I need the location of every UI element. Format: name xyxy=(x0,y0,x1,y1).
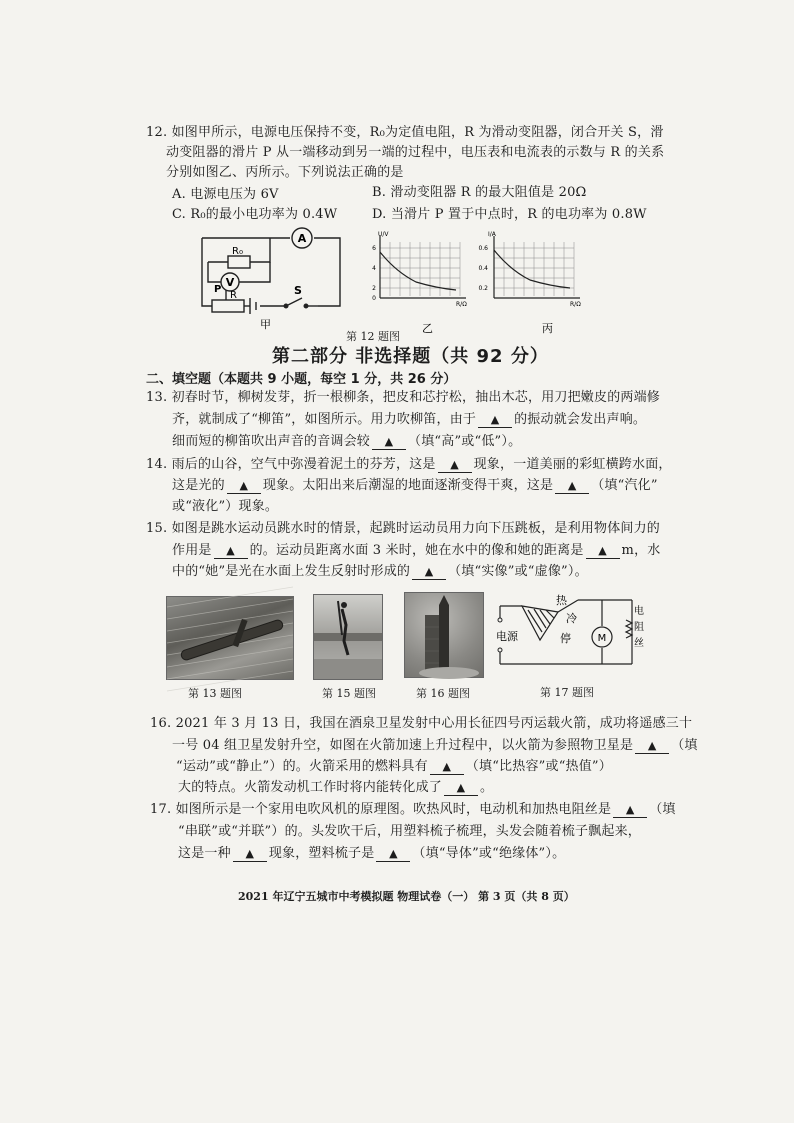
hair-dryer-circuit xyxy=(492,590,642,682)
rocket-launch-photo xyxy=(404,592,484,678)
q12-option-c: C. R₀的最小电功率为 0.4W xyxy=(172,207,338,222)
willow-flute-drawing xyxy=(167,597,293,679)
q15-line-2 xyxy=(172,542,660,560)
part2-title: 第二部分 非选择题（共 92 分） xyxy=(272,346,549,367)
graph-b-label: 乙 xyxy=(422,322,433,335)
q12-graph-current xyxy=(476,228,586,334)
slider-label: P xyxy=(214,284,222,295)
q12-line-3: 分别如图乙、丙所示。下列说法正确的是 xyxy=(166,165,404,180)
fig17-heater-label-2: 阻 xyxy=(634,622,644,633)
q17-line-1 xyxy=(150,801,676,819)
r0-label: R₀ xyxy=(232,246,243,257)
q17-line-2: “串联”或“并联”）的。头发吹干后，用塑料梳子梳理，头发会随着梳子飘起来， xyxy=(178,824,641,839)
q14-line-2-text-b: 现象。太阳出来后潮湿的地面逐渐变得干爽，这是 xyxy=(262,478,554,493)
voltmeter-label: V xyxy=(225,276,235,289)
q17-blank-2[interactable]: ▲ xyxy=(233,847,267,862)
q13-blank-1[interactable]: ▲ xyxy=(478,413,512,428)
graph-b-tick-0: 0 xyxy=(372,295,376,302)
q16-line-4-text-b: 。 xyxy=(480,780,494,795)
diver-photo xyxy=(313,594,383,680)
q16-line-4 xyxy=(178,779,493,797)
q14-blank-3[interactable]: ▲ xyxy=(555,479,589,494)
q12-graph-voltage xyxy=(366,228,470,334)
graph-c-tick-04: 0.4 xyxy=(478,265,488,272)
graph-c-xlabel: R/Ω xyxy=(570,301,581,308)
q12-option-d: D. 当滑片 P 置于中点时，R 的电功率为 0.8W xyxy=(372,207,647,222)
q16-line-2-text-b: （填 xyxy=(671,738,698,753)
q17-line-3-text-c: （填“导体”或“绝缘体”）。 xyxy=(412,846,566,861)
fig17-heater-label-3: 丝 xyxy=(634,638,644,649)
q15-line-3 xyxy=(172,563,588,581)
q15-blank-1[interactable]: ▲ xyxy=(214,544,248,559)
fig16-caption: 第 16 题图 xyxy=(416,687,470,700)
q16-line-3-text-b: （填“比热容”或“热值”） xyxy=(465,759,612,774)
graph-c-tick-02: 0.2 xyxy=(478,285,488,292)
q14-blank-2[interactable]: ▲ xyxy=(227,479,261,494)
fig15-caption: 第 15 题图 xyxy=(322,687,376,700)
q16-line-3-text-a: “运动”或“静止”）的。火箭采用的燃料具有 xyxy=(176,759,428,774)
q16-line-1: 16. 2021 年 3 月 13 日，我国在酒泉卫星发射中心用长征四号丙运载火箭，成功将遥感三十 xyxy=(150,716,693,731)
q14-line-2-text-c: （填“汽化” xyxy=(591,478,658,493)
q16-blank-2[interactable]: ▲ xyxy=(430,760,464,775)
q12-option-b: B. 滑动变阻器 R 的最大阻值是 20Ω xyxy=(372,185,587,200)
fig17-caption: 第 17 题图 xyxy=(540,686,594,699)
diver-drawing xyxy=(314,595,382,679)
graph-c-ylabel: I/A xyxy=(488,231,496,238)
q16-blank-3[interactable]: ▲ xyxy=(444,781,478,796)
fig17-cold-label: 冷 xyxy=(566,612,577,625)
q13-line-1: 13. 初春时节，柳树发芽，折一根柳条，把皮和芯拧松，抽出木芯，用刀把嫩皮的两端修 xyxy=(146,390,661,405)
motor-label: M xyxy=(597,633,607,644)
q13-line-2 xyxy=(172,411,646,429)
q12-line-2: 动变阻器的滑片 P 从一端移动到另一端的过程中，电压表和电流表的示数与 R 的关系 xyxy=(166,145,665,160)
q13-line-2-text-a: 齐，就制成了“柳笛”，如图所示。用力吹柳笛，由于 xyxy=(172,412,477,427)
q17-line-3 xyxy=(178,845,565,863)
q12-option-a: A. 电源电压为 6V xyxy=(172,187,279,202)
q12-caption: 第 12 题图 xyxy=(346,330,400,343)
rheostat-label: R xyxy=(230,290,237,301)
q15-blank-3[interactable]: ▲ xyxy=(412,565,446,580)
q17-line-3-text-b: 现象，塑料梳子是 xyxy=(268,846,375,861)
fig13-caption: 第 13 题图 xyxy=(188,687,242,700)
graph-b-tick-2: 2 xyxy=(372,285,376,292)
q12-circuit-diagram xyxy=(190,226,350,334)
graph-b-tick-6: 6 xyxy=(372,245,376,252)
q14-line-1 xyxy=(146,456,672,474)
graph-c-label: 丙 xyxy=(542,322,553,335)
q14-line-1-text-b: 现象，一道美丽的彩虹横跨水面， xyxy=(473,457,672,472)
q12-line-1: 12. 如图甲所示，电源电压保持不变，R₀为定值电阻，R 为滑动变阻器，闭合开关 S，滑 xyxy=(146,125,664,140)
q16-line-3 xyxy=(176,758,612,776)
q14-line-2-text-a: 这是光的 xyxy=(172,478,225,493)
q15-line-3-text-a: 中的“她”是光在水面上发生反射时形成的 xyxy=(172,564,411,579)
q14-blank-1[interactable]: ▲ xyxy=(438,458,472,473)
q16-blank-1[interactable]: ▲ xyxy=(635,739,669,754)
q15-line-1: 15. 如图是跳水运动员跳水时的情景，起跳时运动员用力向下压跳板，是利用物体间力的 xyxy=(146,521,661,536)
q17-blank-1[interactable]: ▲ xyxy=(613,803,647,818)
q13-line-3-text-b: （填“高”或“低”）。 xyxy=(408,434,522,449)
q13-line-3-text-a: 细而短的柳笛吹出声音的音调会较 xyxy=(172,434,371,449)
section2-title: 二、填空题（本题共 9 小题，每空 1 分，共 26 分） xyxy=(146,372,457,387)
q15-blank-2[interactable]: ▲ xyxy=(586,544,620,559)
circuit-label: 甲 xyxy=(260,318,271,331)
q14-line-3: 或“液化”）现象。 xyxy=(172,499,279,514)
q14-line-2 xyxy=(172,477,658,495)
q17-line-3-text-a: 这是一种 xyxy=(178,846,231,861)
fig17-stop-label: 停 xyxy=(560,632,571,645)
q15-line-2-text-b: 的。运动员距离水面 3 米时，她在水中的像和她的距离是 xyxy=(249,543,584,558)
ammeter-label: A xyxy=(297,232,307,245)
q17-blank-3[interactable]: ▲ xyxy=(376,847,410,862)
q17-line-1-text-b: （填 xyxy=(649,802,676,817)
q14-line-1-text-a: 14. 雨后的山谷，空气中弥漫着泥土的芬芳，这是 xyxy=(146,457,436,472)
fig17-heater-label-1: 电 xyxy=(634,606,644,617)
rocket-drawing xyxy=(405,593,483,677)
q13-blank-2[interactable]: ▲ xyxy=(372,435,406,450)
q13-line-2-text-b: 的振动就会发出声响。 xyxy=(514,412,647,427)
q15-line-2-text-a: 作用是 xyxy=(172,543,212,558)
willow-flute-photo xyxy=(166,596,294,680)
q15-line-3-text-b: （填“实像”或“虚像”）。 xyxy=(448,564,588,579)
q17-line-1-text-a: 17. 如图所示是一个家用电吹风机的原理图。吹热风时，电动机和加热电阻丝是 xyxy=(150,802,612,817)
q15-line-2-text-c: m，水 xyxy=(621,543,661,558)
fig17-hot-label: 热 xyxy=(556,594,567,607)
graph-b-tick-4: 4 xyxy=(372,265,376,272)
graph-c-tick-06: 0.6 xyxy=(478,245,488,252)
switch-label: S xyxy=(294,284,302,297)
graph-b-ylabel: U/V xyxy=(378,231,389,238)
q16-line-2-text-a: 一号 04 组卫星发射升空，如图在火箭加速上升过程中，以火箭为参照物卫星是 xyxy=(172,738,634,753)
page-footer: 2021 年辽宁五城市中考模拟题 物理试卷（一） 第 3 页（共 8 页） xyxy=(238,890,575,903)
q13-line-3 xyxy=(172,433,521,451)
q16-line-4-text-a: 大的特点。火箭发动机工作时将内能转化成了 xyxy=(178,780,443,795)
fig17-source-label: 电源 xyxy=(496,630,518,643)
graph-b-xlabel: R/Ω xyxy=(456,301,467,308)
q16-line-2 xyxy=(172,737,698,755)
